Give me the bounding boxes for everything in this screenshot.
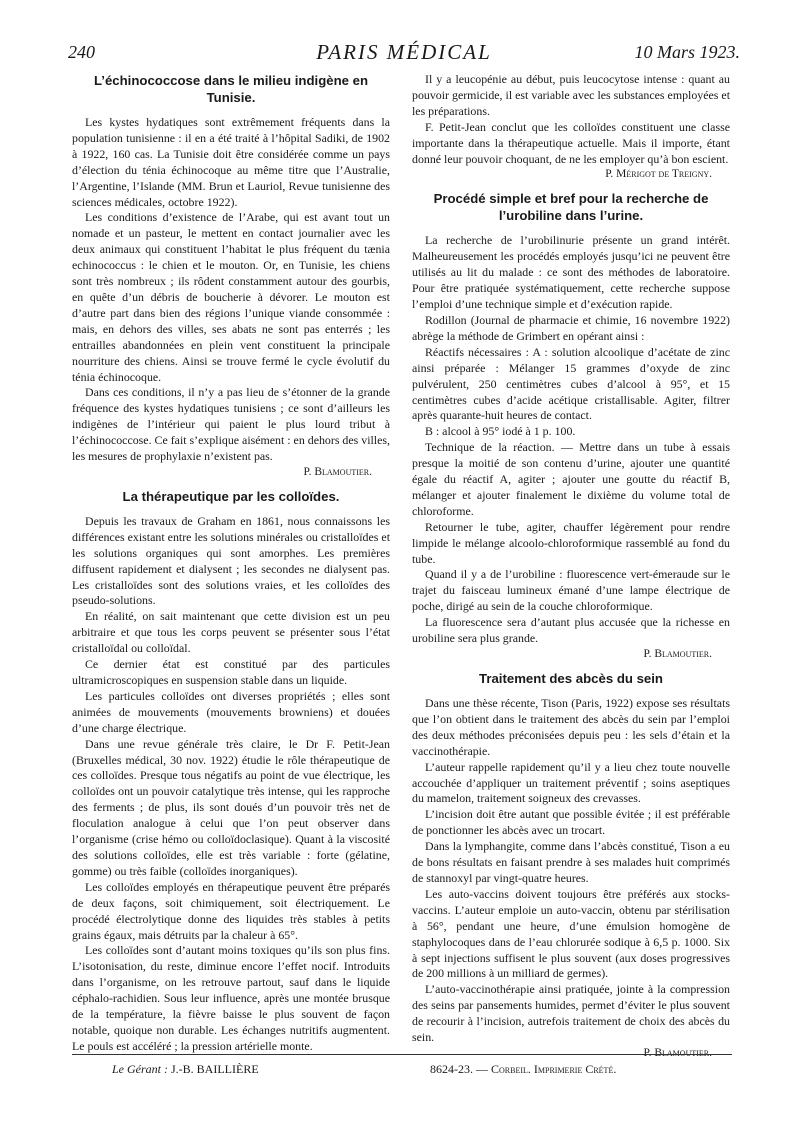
paragraph: Dans ces conditions, il n’y a pas lieu de s’étonner de la grande fréquence des kystes hydatiques tunisiens ; ce sont d’ailleurs les indigènes de l’intérieur qui paient le plus lourd tribut à l’échinococcose. Ce fait s’explique aisément : en dehors des villes, les mesures de prophylaxie n’existent pas. xyxy=(72,385,390,464)
signature-text: P. Blamoutier. xyxy=(643,1046,712,1059)
footer-divider xyxy=(72,1054,732,1055)
paragraph: Dans la lymphangite, comme dans l’abcès constitué, Tison a eu de bons résultats en faisant prendre à ses malades huit comprimés de stannoxyl par vingt-quatre heures. xyxy=(412,839,730,885)
article-signature xyxy=(412,167,730,182)
article-title: La thérapeutique par les colloïdes. xyxy=(122,488,340,504)
printer-line: 8624-23. — Corbeil. Imprimerie Crété. xyxy=(430,1062,617,1076)
gerant-name: J.-B. BAILLIÈRE xyxy=(171,1062,259,1076)
paragraph: Ce dernier état est constitué par des particules ultramicroscopiques en suspension stable dans un liquide. xyxy=(72,657,390,687)
paragraph: Dans une thèse récente, Tison (Paris, 1922) expose ses résultats que l’on obtient dans le traitement des abcès du sein par l’emploi des deux méthodes préconisées depuis peu : les sels d’étain et la vaccinothérapie. xyxy=(412,696,730,758)
paragraph: Les kystes hydatiques sont extrêmement fréquents dans la population tunisienne : il en a été traité à l’hôpital Sadiki, de 1902 à 1922, 160 cas. La Tunisie doit être considérée comme un pays d’élection du ténia échinocoque au même titre que l’Australie, l’Argentine, l’Islande (MM. Brun et Lauriol, Revue tunisienne des sciences médicales, octobre 1922). xyxy=(72,115,390,209)
paragraph: Depuis les travaux de Graham en 1861, nous connaissons les différences existant entre les solutions minérales ou cristalloïdes et les solutions organiques qui sont amorphes. Les premières diffusent rapidement et dialysent ; les secondes ne dialysent pas. Les cristalloïdes sont des solutions vraies, et les colloïdes des pseudo-solutions. xyxy=(72,513,390,608)
paragraph: Les colloïdes employés en thérapeutique peuvent être préparés de deux façons, soit chimiquement, soit électriquement. Le procédé électrolytique donne des liquides très stables à petits grains égaux, mais détruits par la chaleur à 65°. xyxy=(72,879,390,942)
paragraph: Rodillon (Journal de pharmacie et chimie, 16 novembre 1922) abrège la méthode de Grimbert en opérant ainsi : xyxy=(412,312,730,343)
paragraph: L’incision doit être autant que possible évitée ; il est préférable de ponctionner les abcès avec un trocart. xyxy=(412,807,730,838)
paragraph: Retourner le tube, agiter, chauffer légèrement pour rendre limpide le mélange alcoolo-chloroformique rassemblé au fond du tube. xyxy=(412,519,730,566)
paragraph: Quand il y a de l’urobiline : fluorescence vert-émeraude sur le trajet du faisceau lumineux émané d’une lampe électrique de poche, dirigé au sein de la couche chloroformique. xyxy=(412,567,730,614)
article-signature xyxy=(412,647,730,662)
article-signature xyxy=(72,465,390,480)
paragraph: L’auto-vaccinothérapie ainsi pratiquée, jointe à la compression des seins par pansements humides, permet d’éviter le plus souvent de recourir à l’incision, autrefois traitement de choix des abcès du sein. xyxy=(412,982,730,1045)
article-title: L’échinococcose dans le milieu indigène en Tunisie. xyxy=(93,73,369,105)
paragraph: Les conditions d’existence de l’Arabe, qui est avant tout un nomade et un pasteur, le mettent en contact journalier avec les deux animaux qui constituent l’habitat le plus fréquent du tænia echinococcus : le chien et le mouton. Or, en Tunisie, les chiens sont très nombreux ; ils rôdent constamment autour des gourbis, en quête d’un débris de boucherie à dévorer. Le mouton est d’autre part dans bien des régions l’unique viande consommée : mais, en dehors des villes, ses abats ne sont pas enterrés ; les entrailles abandonnées en plein vent constituent la principale nourriture des chiens. Ainsi se trouve fermé le cycle évolutif du ténia échinocoque. xyxy=(72,210,390,384)
paragraph: Les particules colloïdes ont diverses propriétés ; elles sont animées de mouvements (mouvements browniens) et douées d’une charge électrique. xyxy=(72,688,390,735)
paragraph: Il y a leucopénie au début, puis leucocytose intense : quant au pouvoir germicide, il est variable avec les substances employées et les préparations. xyxy=(412,72,730,118)
signature-text: P. Blamoutier. xyxy=(643,648,712,660)
paragraph: Réactifs nécessaires : A : solution alcoolique d’acétate de zinc ainsi préparée : Mélanger 15 grammes d’oxyde de zinc pulvérulent, 250 centimètres cubes d’alcool à 95°, et 15 centimètres cubes d’acide acétique cristallisable. Agiter, filtrer après quarante-huit heures de contact. xyxy=(412,344,730,423)
left-column xyxy=(72,72,390,1055)
paragraph: Dans une revue générale très claire, le Dr F. Petit-Jean (Bruxelles médical, 30 nov. 1922) étudie le rôle thérapeutique de ces colloïdes. Presque tous négatifs au point de vue électrique, les colloïdes ont un pouvoir catalytique très intense, qui les rapproche des ferments ; de plus, ils sont doués d’un pouvoir très net de floculation analogue à celui que l’on peut observer dans l’organisme (crise hémo ou colloïdoclasique). Quant à la viscosité des solutions colloïdes, elle est très variable : forte (gélatine, gomme) ou très faible (colloïdes inorganiques). xyxy=(72,736,390,878)
paragraph: La recherche de l’urobilinurie présente un grand intérêt. Malheureusement les procédés employés jusqu’ici ne peuvent être utilisés au lit du malade : ce sont des méthodes de laboratoire. Pour être pratiquée systématiquement, cette recherche suppose l’emploi d’une technique simple et d’exécution rapide. xyxy=(412,233,730,312)
paragraph: F. Petit-Jean conclut que les colloïdes constituent une classe importante dans la thérapeutique actuelle. Mais il importe, étant donné leur pouvoir choquant, de ne les employer qu’à bon escient. xyxy=(412,119,730,166)
paragraph: Technique de la réaction. — Mettre dans un tube à essais presque la moitié de son contenu d’urine, ajouter une quantité égale du réactif A, agiter ; ajouter une goutte du réactif B, mélanger et ajouter finalement le dixième du volume total de chloroforme. xyxy=(412,440,730,518)
paragraph: Les colloïdes sont d’autant moins toxiques qu’ils son plus fins. L’isotonisation, du reste, diminue encore l’effet nocif. Introduits dans l’organisme, on les retrouve partout, sauf dans le liquide céphalo-rachidien. Sous leur influence, après une montée brusque de la température, la fièvre baisse le plus souvent de façon notable, quoique non durable. Les échanges nutritifs augmentent. Le pouls est accéléré ; la pression artérielle monte. xyxy=(72,943,390,1053)
gerant-line xyxy=(112,1062,259,1077)
paragraph: B : alcool à 95° iodé à 1 p. 100. xyxy=(425,424,576,439)
right-column xyxy=(412,72,730,1069)
paragraph: La fluorescence sera d’autant plus accusée que la richesse en urobiline sera plus grande. xyxy=(412,615,730,646)
paragraph: Les auto-vaccins doivent toujours être préférés aux stocks-vaccins. L’auteur emploie un auto-vaccin, obtenu par stérilisation à 56°, pendant une heure, d’une émulsion homogène de staphylocoques dans de l’eau chlorurée sodique à 6,5 p. 1000. Six à sept injections suffisent le plus souvent (aux doses progressives de 200 millions à un milliard de germes). xyxy=(412,886,730,981)
article-title: Procédé simple et bref pour la recherche de l’urobiline dans l’urine. xyxy=(433,191,709,224)
signature-text: P. Blamoutier. xyxy=(303,465,372,478)
gerant-label: Le Gérant : xyxy=(112,1062,168,1076)
page-header xyxy=(68,40,740,70)
paragraph: En réalité, on sait maintenant que cette division est un peu arbitraire et que tous les corps peuvent se présenter sous l’état cristalloïdal ou colloïdal. xyxy=(72,609,390,656)
page-number: 240 xyxy=(68,42,95,62)
journal-title: PARIS MÉDICAL xyxy=(316,40,492,64)
paragraph: L’auteur rappelle rapidement qu’il y a lieu chez toute nouvelle accouchée d’appliquer un traitement préventif ; soins aseptiques du mamelon, traitement soigneux des crevasses. xyxy=(412,759,730,806)
article-title: Traitement des abcès du sein xyxy=(479,671,663,686)
issue-date: 10 Mars 1923. xyxy=(634,42,740,62)
signature-text: P. Mérigot de Treigny. xyxy=(605,168,712,181)
